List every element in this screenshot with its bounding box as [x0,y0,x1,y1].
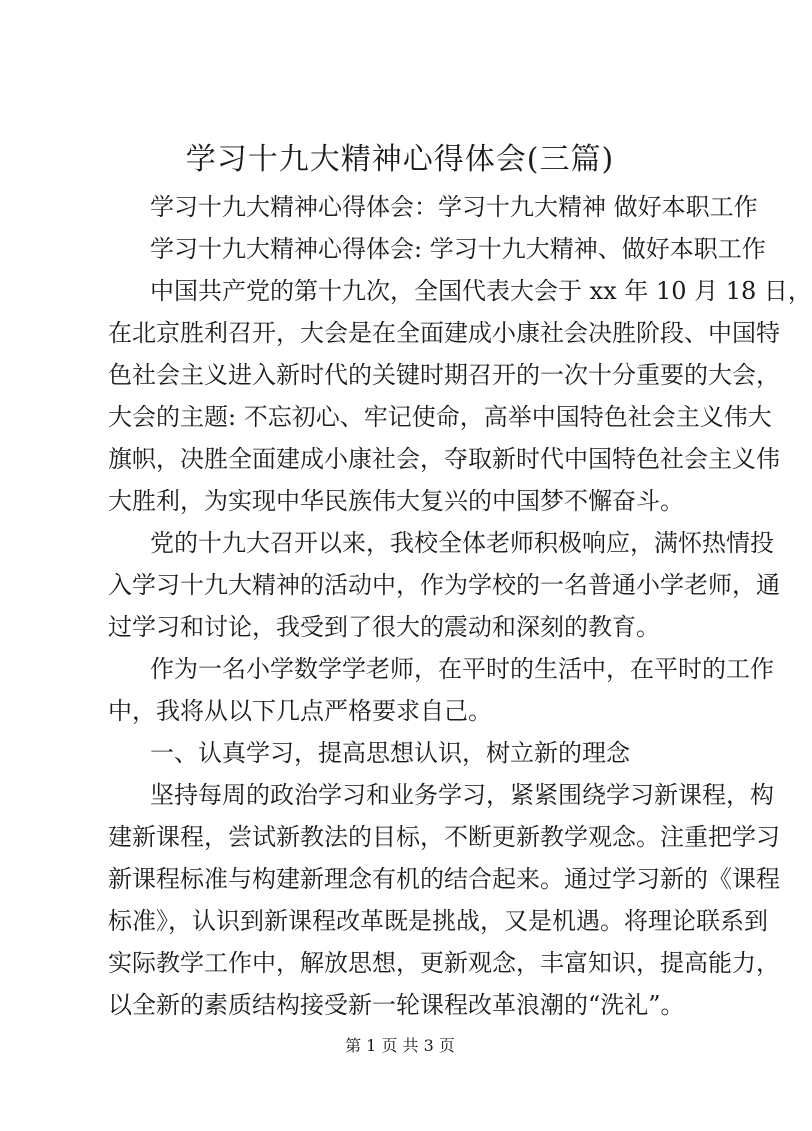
paragraph-line: 入学习十九大精神的活动中，作为学校的一名普通小学老师，通 [108,571,780,599]
paragraph-line: 在北京胜利召开，大会是在全面建成小康社会决胜阶段、中国特 [108,319,780,347]
paragraph-line: 过学习和讨论，我受到了很大的震动和深刻的教育。 [108,613,660,641]
paragraph-line: 坚持每周的政治学习和业务学习，紧紧围绕学习新课程，构 [150,781,774,809]
paragraph-line: 色社会主义进入新时代的关键时期召开的一次十分重要的大会， [108,361,780,389]
paragraph-line: 建新课程，尝试新教法的目标，不断更新教学观念。注重把学习 [108,823,780,851]
section-heading: 一、认真学习，提高思想认识，树立新的理念 [150,739,630,767]
paragraph-line: 中，我将从以下几点严格要求自己。 [108,697,492,725]
paragraph-line: 中国共产党的第十九次，全国代表大会于 xx 年 10 月 18 日， [150,277,812,305]
subtitle-line-2: 学习十九大精神心得体会: 学习十九大精神、做好本职工作 [150,235,766,263]
paragraph-line: 标准》，认识到新课程改革既是挑战，又是机遇。将理论联系到 [108,907,768,935]
paragraph-line: 大胜利，为实现中华民族伟大复兴的中国梦不懈奋斗。 [108,487,684,515]
subtitle-line-1: 学习十九大精神心得体会：学习十九大精神 做好本职工作 [150,193,758,221]
paragraph-line: 实际教学工作中，解放思想，更新观念，丰富知识，提高能力， [108,949,780,977]
paragraph-line: 作为一名小学数学学老师，在平时的生活中，在平时的工作 [150,655,774,683]
paragraph-line: 大会的主题: 不忘初心、牢记使命，高举中国特色社会主义伟大 [108,403,772,431]
paragraph-line: 以全新的素质结构接受新一轮课程改革浪潮的“洗礼”。 [108,991,685,1019]
paragraph-line: 新课程标准与构建新理念有机的结合起来。通过学习新的《课程 [108,865,780,893]
paragraph-line: 旗帜，决胜全面建成小康社会，夺取新时代中国特色社会主义伟 [108,445,780,473]
page-footer: 第 1 页 共 3 页 [345,1036,455,1055]
document-title: 学习十九大精神心得体会(三篇) [185,142,615,177]
paragraph-line: 党的十九大召开以来，我校全体老师积极响应，满怀热情投 [150,529,774,557]
